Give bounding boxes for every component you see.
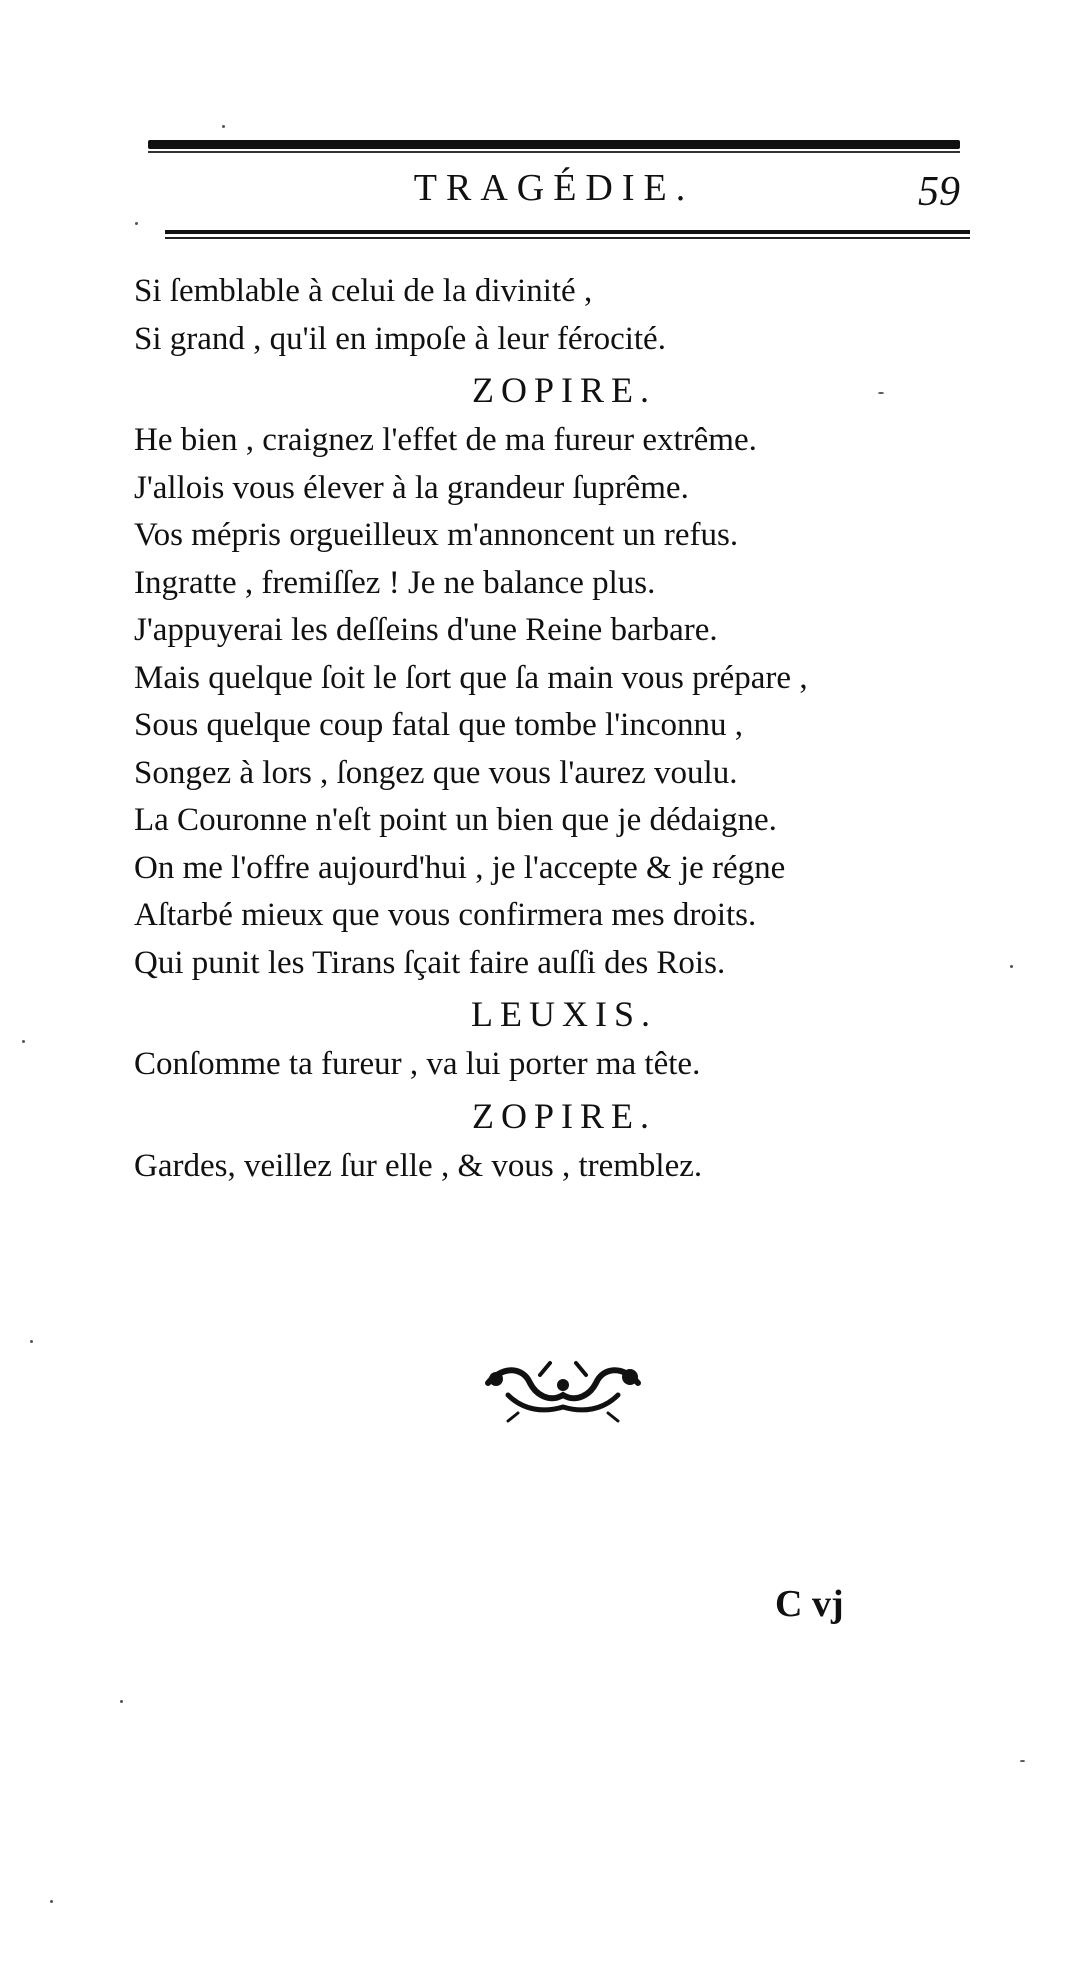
verse-line: J'allois vous élever à la grandeur ſuprême.: [134, 469, 689, 506]
speaker-name: LEUXIS.: [471, 994, 657, 1034]
verse-line: Sous quelque coup fatal que tombe l'inconnu ,: [134, 707, 743, 743]
header-top-rule: [148, 140, 960, 149]
verse-line: On me l'offre aujourd'hui , je l'accepte & je régne: [134, 849, 786, 886]
header-bottom-rule: [165, 230, 970, 234]
page-number: 59: [918, 169, 960, 215]
verse-line: Mais quelque ſoit le ſort que ſa main vous prépare ,: [134, 659, 808, 696]
header-bottom-rule-thin: [165, 237, 970, 239]
verse-line: Songez à lors , ſongez que vous l'aurez voulu.: [134, 754, 738, 791]
verse-line: Si ſemblable à celui de la divinité ,: [134, 273, 593, 309]
speaker-name: ZOPIRE.: [472, 370, 656, 410]
verse-line: Ingratte , fremiſſez ! Je ne balance plus.: [134, 564, 656, 601]
verse-line: Qui punit les Tirans ſçait faire auſſi des Rois.: [134, 944, 726, 981]
verse-line: Si grand , qu'il en impoſe à leur férocité.: [134, 320, 666, 357]
header-top-rule-thin: [148, 151, 960, 153]
speaker-name: ZOPIRE.: [472, 1095, 656, 1136]
verse-line: Vos mépris orgueilleux m'annoncent un refus.: [134, 517, 739, 553]
verse-line: Aſtarbé mieux que vous confirmera mes droits.: [134, 897, 757, 933]
verse-text: [134, 268, 974, 1190]
running-title: TRAGÉDIE.: [413, 167, 695, 209]
verse-line: J'appuyerai les deſſeins d'une Reine barbare.: [134, 612, 718, 648]
verse-line: Gardes, veillez ſur elle , & vous , tremblez.: [134, 1147, 703, 1184]
verse-line: He bien , craignez l'effet de ma fureur extrême.: [134, 422, 757, 458]
verse-line: Conſomme ta fureur , va lui porter ma tête.: [134, 1046, 701, 1082]
signature-mark: C vj: [775, 1583, 844, 1625]
verse-line: La Couronne n'eſt point un bien que je dédaigne.: [134, 802, 777, 838]
page-header: [148, 160, 960, 220]
floral-ornament-icon: [478, 1355, 648, 1425]
